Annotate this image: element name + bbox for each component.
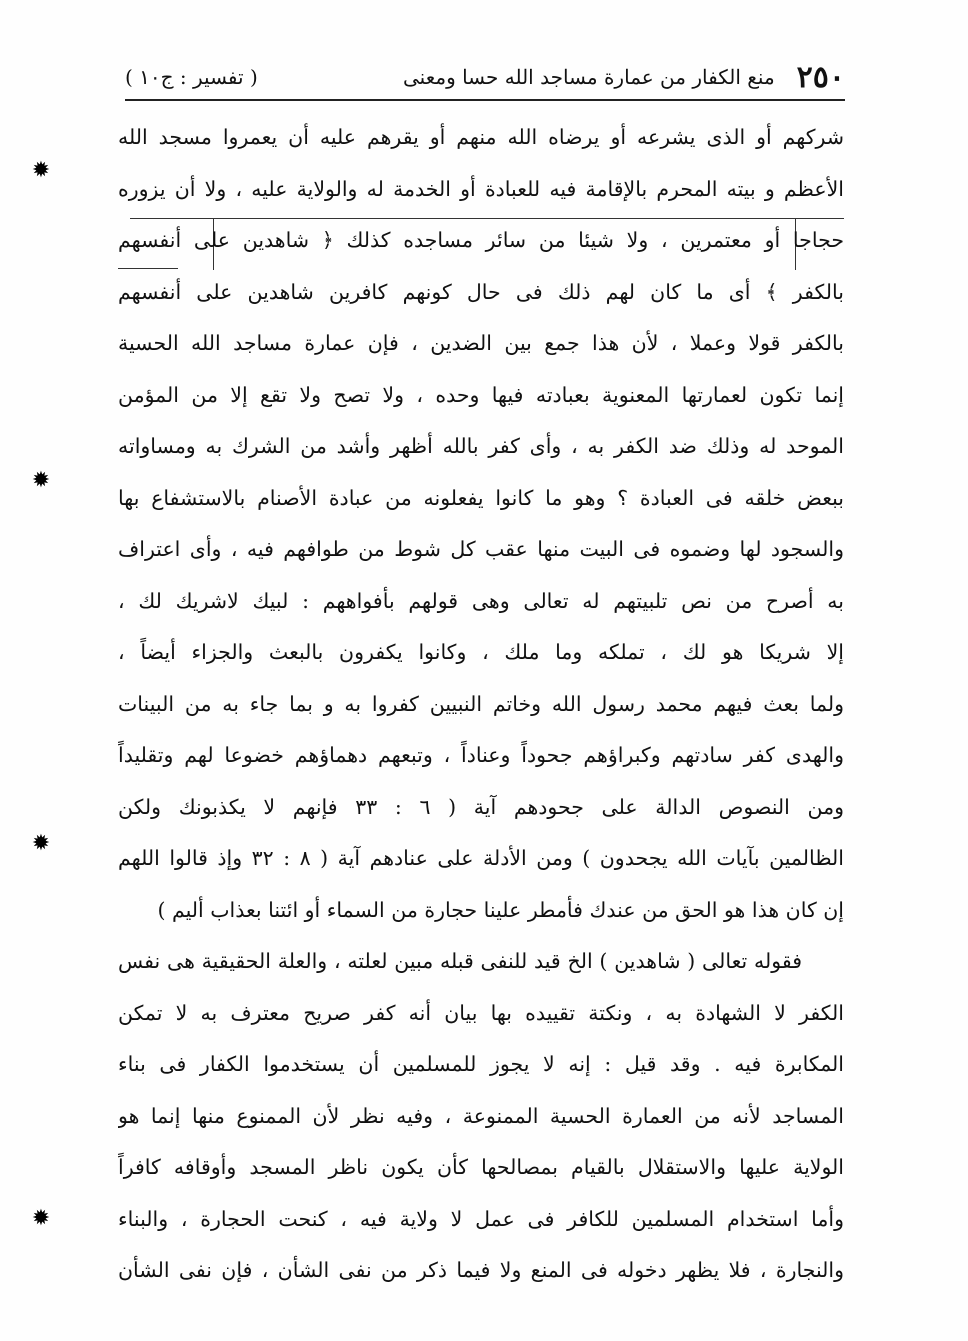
- text-line: الكفر لا الشهادة به ، ونكتة تقييده بها بيان أنه كفر صريح معترف به لا تمكن: [118, 1000, 844, 1025]
- text-line: ومن النصوص الدالة على جحودهم آية ( ٦ : ٣٣ فإنهم لا يكذبونك ولكن: [118, 794, 844, 819]
- text-line: والسجود لها وضموه فى البيت منها عقب كل شوط من طوافهم فيه ، وأى اعتراف: [118, 537, 844, 561]
- text-line: ببعض خلقه فى العبادة ؟ وهو ما كانوا يفعلونه من عبادة الأصنام بالاستشفاع بها: [118, 485, 844, 510]
- text-line: إلا شريكا هو لك ، تملكه وما ملك ، وكانوا يكفرون بالبعث والجزاء أيضاً ،: [118, 640, 844, 664]
- text-line: والنجارة ، فلا يظهر دخوله فى المنع ولا فيما ذكر من نفى الشأن ، فإن نفى الشأن: [118, 1258, 844, 1282]
- binding-hole-icon: ✹: [31, 1206, 51, 1231]
- header-title: منع الكفار من عمارة مساجد الله حسا ومعنى: [403, 65, 775, 89]
- text-line: إنما تكون لعمارتها المعنوية بعبادته فيها وحده ، ولا تصح ولا تقع إلا من المؤمن: [118, 382, 844, 407]
- text-line: المساجد لأنه من العمارة الحسية الممنوعة ، وفيه نظر لأن الممنوع منها إنما هو: [118, 1103, 844, 1128]
- binding-hole-icon: ✹: [31, 158, 51, 183]
- text-line: المكابرة فيه . وقد قيل : إنه لا يجوز للمسلمين أن يستخدموا الكفار فى بناء: [118, 1052, 844, 1076]
- text-line: به أصرح من نص تلبيتهم له تعالى وهى قولهم بأفواههم : لبيك لاشريك لك ،: [118, 588, 844, 613]
- text-line: شركهم أو الذى يشرعه أو يرضاه الله منهم أو يقرهم عليه أن يعمروا مسجد الله: [118, 125, 844, 149]
- text-line: بالكفر قولا وعملا ، لأن هذا جمع بين الضدين ، فإن عمارة مساجد الله الحسية: [118, 331, 844, 355]
- binding-hole-icon: ✹: [31, 468, 51, 493]
- text-line: بالكفر ﴾ أى ما كان لهم ذلك فى حال كونهم كافرين شاهدين على أنفسهم: [118, 279, 844, 304]
- page-number: ٢٥٠: [796, 59, 845, 95]
- text-line: الأعظم و بيته المحرم بالإقامة فيه للعبادة أو الخدمة له والولاية عليه ، ولا أن يزوره: [118, 176, 844, 201]
- binding-hole-icon: ✹: [31, 831, 51, 856]
- text-line: حجاجا أو معتمرين ، ولا شيئا من سائر مساجده كذلك ﴿ شاهدين على أنفسهم: [118, 228, 844, 252]
- text-line: والهدى كفر سادتهم وكبراؤهم جحوداً وعناداً ، وتبعهم دهماؤهم خضوعا لهم وتقليداً: [118, 743, 844, 767]
- header-volume: ( تفسير : ج١٠ ): [125, 65, 258, 89]
- body-text: [118, 112, 844, 1297]
- page-header: [125, 55, 845, 101]
- text-line: وأما استخدام المسلمين للكافر فى عمل لا ولاية فيه ، كنحت الحجارة ، والبناء: [118, 1206, 844, 1231]
- text-line: إن كان هذا هو الحق من عندك فأمطر علينا حجارة من السماء أو ائتنا بعذاب أليم ): [157, 897, 844, 922]
- text-line: الظالمين بآيات الله يجحدون ) ومن الأدلة على عنادهم آية ( ٨ : ٣٢ وإذ قالوا اللهم: [118, 846, 844, 870]
- text-line: ولما بعث فيهم محمد رسول الله وخاتم النبيين كفروا به و بما جاء به من البينات: [118, 691, 844, 716]
- text-line: فقوله تعالى ( شاهدين ) الخ قيد للنفى قبله مبين لعلته ، والعلة الحقيقية هى نفس: [118, 949, 802, 973]
- text-line: الموحد له وذلك ضد الكفر به ، وأى كفر بالله أظهر وأشد من الشرك به ومساواته: [118, 434, 844, 458]
- text-line: الولاية عليها والاستقلال بالقيام بمصالحها كأن يكون ناظر المسجد وأوقافه كافراً: [118, 1155, 844, 1179]
